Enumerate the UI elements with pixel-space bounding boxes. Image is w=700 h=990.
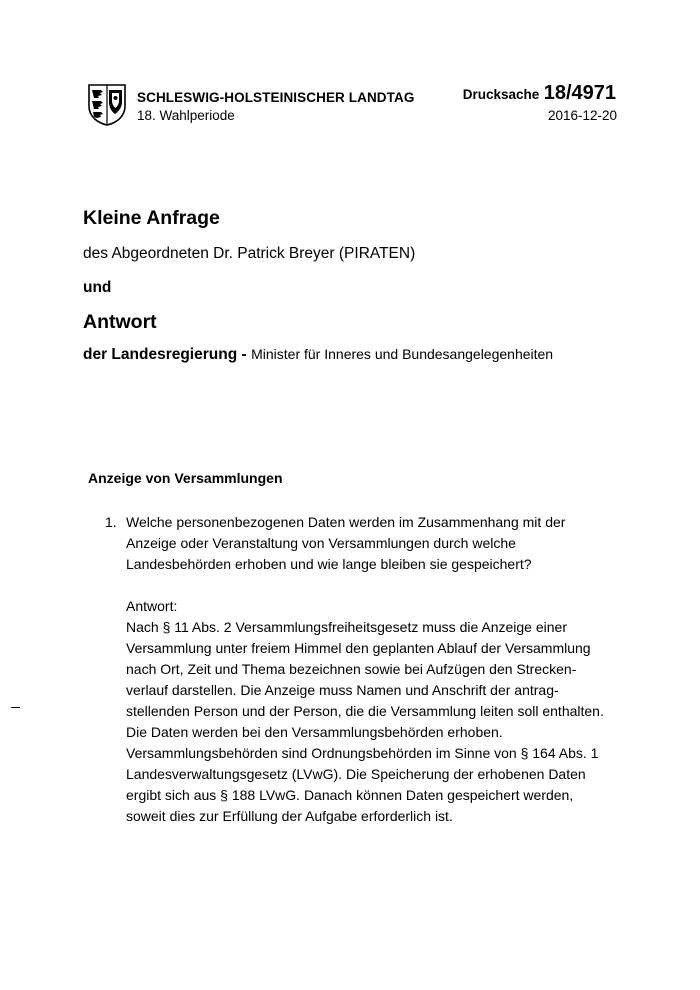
question-number: 1.: [105, 514, 117, 530]
answer-line: Nach § 11 Abs. 2 Versammlungsfreiheitsgesetz muss die Anzeige einer: [126, 619, 567, 635]
answer-line: ergibt sich aus § 188 LVwG. Danach können Daten gespeichert werden,: [126, 787, 574, 803]
question-line: Landesbehörden erhoben und wie lange bleiben sie gespeichert?: [126, 556, 532, 572]
kleine-anfrage-title: Kleine Anfrage: [83, 207, 220, 229]
drucksache-reference: [463, 82, 616, 105]
answer-label: Antwort:: [126, 598, 178, 614]
document-date: 2016-12-20: [547, 108, 617, 123]
government-minister: Minister für Inneres und Bundesangelegenheiten: [251, 346, 554, 362]
answer-text: [126, 617, 604, 827]
answer-line: Versammlung unter freiem Himmel den geplanten Ablauf der Versammlung: [126, 640, 591, 656]
question-line: Anzeige oder Veranstaltung von Versammlungen durch welche: [126, 535, 516, 551]
answer-line: verlauf darstellen. Die Anzeige muss Namen und Anschrift der antrag-: [126, 682, 559, 698]
section-title: Anzeige von Versammlungen: [88, 470, 283, 486]
und-connector: und: [83, 279, 112, 296]
drucksache-label: Drucksache: [462, 87, 540, 102]
author-line: des Abgeordneten Dr. Patrick Breyer (PIRATEN): [83, 245, 416, 262]
drucksache-number: 18/4971: [543, 82, 616, 104]
question-text: [126, 512, 626, 575]
answer-line: Landesverwaltungsgesetz (LVwG). Die Speicherung der erhobenen Daten: [126, 766, 586, 782]
margin-mark: [11, 707, 20, 708]
question-line: Welche personenbezogenen Daten werden im Zusammenhang mit der: [126, 514, 566, 530]
antwort-title: Antwort: [83, 311, 157, 333]
legislative-period: 18. Wahlperiode: [137, 108, 235, 123]
answer-line: Die Daten werden bei den Versammlungsbehörden erhoben.: [126, 724, 503, 740]
coat-of-arms-icon: [88, 84, 126, 126]
answer-line: Versammlungsbehörden sind Ordnungsbehörden im Sinne von § 164 Abs. 1: [126, 745, 599, 761]
government-label: der Landesregierung -: [83, 346, 247, 363]
government-line: [83, 346, 553, 364]
answer-line: stellenden Person und der Person, die die Versammlung leiten soll enthalten.: [126, 703, 604, 719]
parliament-name: SCHLESWIG-HOLSTEINISCHER LANDTAG: [137, 90, 415, 105]
answer-line: nach Ort, Zeit und Thema bezeichnen sowie bei Aufzügen den Strecken-: [126, 661, 577, 677]
answer-line: soweit dies zur Erfüllung der Aufgabe erforderlich ist.: [126, 808, 453, 824]
